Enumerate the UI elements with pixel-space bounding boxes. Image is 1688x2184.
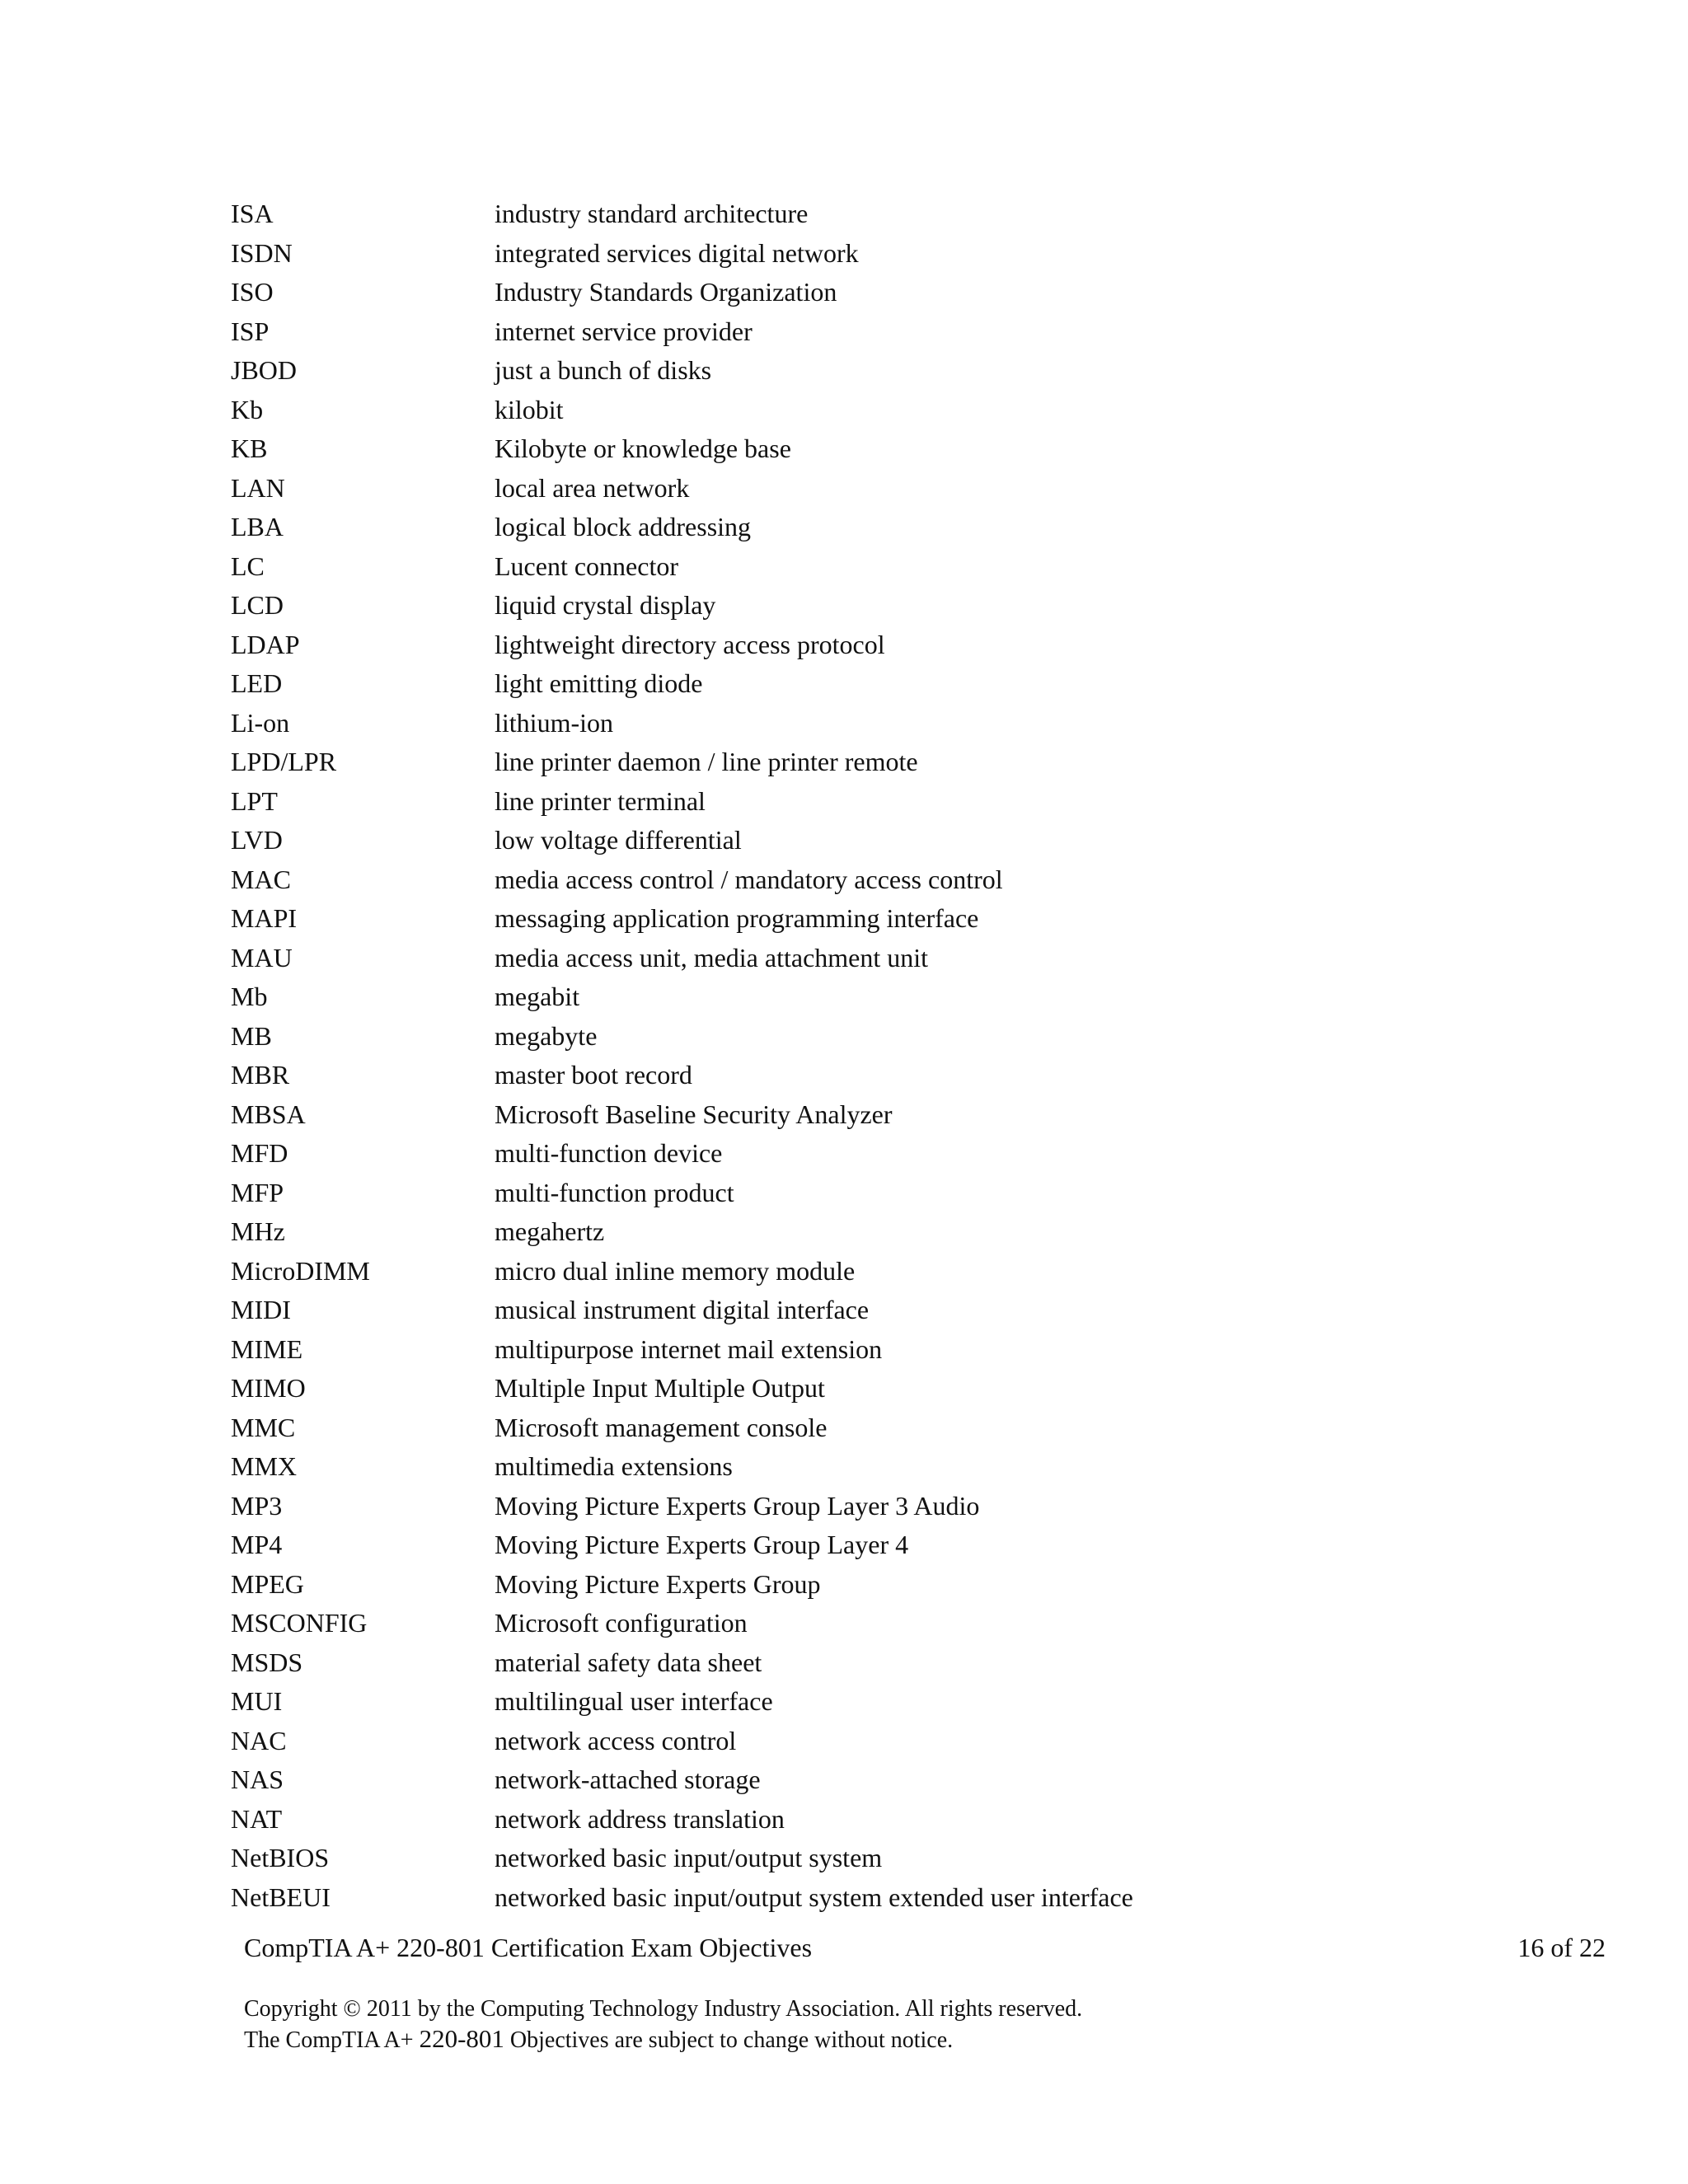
copyright-notice [244, 1994, 1480, 2055]
acronym-term: MPEG [231, 1568, 304, 1599]
acronym-definition: megahertz [495, 1216, 605, 1246]
acronym-term: LVD [231, 825, 283, 855]
acronym-row [231, 391, 1467, 430]
acronym-definition: network-attached storage [495, 1765, 761, 1794]
acronym-row [231, 351, 1467, 391]
acronym-term: NAC [231, 1725, 287, 1755]
change-notice-prefix: The CompTIA A+ [244, 2027, 420, 2053]
acronym-definition: light emitting diode [495, 668, 703, 698]
change-notice-line [244, 2024, 1480, 2055]
acronym-row [231, 1878, 1467, 1918]
acronym-row [231, 899, 1467, 939]
page-footer [244, 1927, 1606, 1968]
change-notice-suffix: Objectives are subject to change without notice. [504, 2027, 954, 2053]
acronym-row [231, 194, 1467, 234]
acronym-row [231, 1174, 1467, 1213]
acronym-term: ISA [231, 199, 274, 228]
acronym-term: LCD [231, 590, 284, 620]
acronym-row [231, 782, 1467, 822]
acronym-term: LDAP [231, 629, 300, 659]
acronym-term: ISP [231, 316, 270, 346]
acronym-term: MIDI [231, 1295, 291, 1324]
acronym-row [231, 1447, 1467, 1487]
acronym-definition: media access unit, media attachment unit [495, 942, 929, 972]
acronym-definition: integrated services digital network [495, 237, 859, 268]
acronym-term: MP4 [231, 1530, 283, 1559]
acronym-term: MMC [231, 1412, 296, 1442]
acronym-row [231, 1760, 1467, 1800]
acronym-definition: network address translation [495, 1803, 785, 1834]
acronym-row [231, 1408, 1467, 1448]
acronym-term: MB [231, 1020, 272, 1051]
acronym-row [231, 469, 1467, 509]
acronym-term: MSCONFIG [231, 1608, 368, 1638]
acronym-row [231, 939, 1467, 978]
acronym-term: MFD [231, 1138, 288, 1168]
acronym-term: MAPI [231, 903, 298, 933]
acronym-row [231, 1056, 1467, 1095]
acronym-definition: line printer daemon / line printer remote [495, 747, 918, 776]
acronym-definition: line printer terminal [495, 785, 706, 816]
acronym-definition: industry standard architecture [495, 199, 809, 228]
acronym-row [231, 508, 1467, 547]
acronym-term: MAC [231, 864, 291, 894]
acronym-row [231, 429, 1467, 469]
acronym-definition: liquid crystal display [495, 590, 716, 620]
acronym-definition: multipurpose internet mail extension [495, 1333, 883, 1364]
acronym-term: NAT [231, 1803, 283, 1834]
acronym-definition: micro dual inline memory module [495, 1255, 856, 1286]
acronym-row [231, 626, 1467, 665]
acronym-term: MBR [231, 1060, 290, 1090]
acronym-term: MBSA [231, 1099, 306, 1129]
acronym-definition: lithium-ion [495, 707, 613, 738]
acronym-row [231, 312, 1467, 352]
acronym-term: MMX [231, 1451, 298, 1481]
acronym-term: MIME [231, 1333, 303, 1364]
acronym-term: MP3 [231, 1490, 283, 1521]
acronym-definition: Kilobyte or knowledge base [495, 434, 791, 463]
footer-title: CompTIA A+ 220-801 Certification Exam Objectives [244, 1933, 813, 1962]
acronym-row [231, 1682, 1467, 1722]
acronym-row [231, 664, 1467, 704]
acronym-term: MUI [231, 1686, 283, 1716]
acronym-term: LAN [231, 472, 285, 503]
page-number: 16 of 22 [1517, 1933, 1606, 1962]
acronym-definition: Moving Picture Experts Group [495, 1568, 821, 1599]
acronym-row [231, 1252, 1467, 1291]
acronym-term: KB [231, 434, 268, 463]
acronym-row [231, 547, 1467, 587]
acronym-term: JBOD [231, 355, 298, 385]
acronym-term: MFP [231, 1177, 284, 1207]
acronym-term: MicroDIMM [231, 1255, 370, 1286]
acronym-definition: lightweight directory access protocol [495, 629, 885, 659]
acronym-term: LPT [231, 785, 278, 816]
acronym-row [231, 234, 1467, 274]
acronym-row [231, 1017, 1467, 1057]
acronym-term: MSDS [231, 1647, 303, 1677]
acronym-definition: Microsoft configuration [495, 1608, 748, 1638]
acronym-definition: megabyte [495, 1020, 598, 1051]
acronym-row [231, 1095, 1467, 1135]
acronym-term: MIMO [231, 1373, 306, 1403]
acronym-definition: networked basic input/output system [495, 1843, 883, 1872]
acronym-term: LPD/LPR [231, 747, 337, 776]
acronym-term: NetBEUI [231, 1882, 331, 1912]
acronym-definition: multilingual user interface [495, 1686, 773, 1716]
acronym-definition: Multiple Input Multiple Output [495, 1373, 825, 1403]
acronym-row [231, 273, 1467, 312]
acronym-row [231, 743, 1467, 782]
acronym-definition: Industry Standards Organization [495, 277, 837, 307]
acronym-row [231, 1212, 1467, 1252]
copyright-line: Copyright © 2011 by the Computing Technology Industry Association. All rights reserved. [244, 1996, 1083, 2022]
acronym-row [231, 1369, 1467, 1408]
acronym-definition: Microsoft management console [495, 1412, 828, 1442]
acronym-row [231, 1487, 1467, 1526]
acronym-definition: low voltage differential [495, 825, 742, 855]
acronym-row [231, 860, 1467, 900]
acronym-definition: megabit [495, 982, 580, 1011]
acronym-row [231, 586, 1467, 626]
acronym-term: Li-on [231, 707, 290, 738]
acronym-definition: multi-function product [495, 1177, 734, 1207]
acronym-definition: material safety data sheet [495, 1647, 762, 1677]
acronym-term: Kb [231, 394, 264, 424]
acronym-definition: Moving Picture Experts Group Layer 3 Audio [495, 1490, 980, 1521]
acronym-term: LED [231, 668, 283, 698]
acronym-definition: Lucent connector [495, 551, 678, 581]
acronym-term: NetBIOS [231, 1843, 330, 1872]
acronym-row [231, 1643, 1467, 1683]
acronym-row [231, 1526, 1467, 1565]
acronym-definition: networked basic input/output system extended user interface [495, 1882, 1133, 1912]
acronym-definition: just a bunch of disks [495, 355, 712, 385]
acronym-term: LBA [231, 512, 284, 541]
acronym-definition: internet service provider [495, 316, 753, 346]
acronym-definition: master boot record [495, 1060, 692, 1090]
acronym-row [231, 1291, 1467, 1330]
acronym-row [231, 1722, 1467, 1761]
acronym-definition: network access control [495, 1725, 737, 1755]
acronym-definition: Microsoft Baseline Security Analyzer [495, 1099, 893, 1129]
acronym-term: ISO [231, 277, 274, 307]
acronym-row [231, 704, 1467, 743]
acronym-term: ISDN [231, 237, 293, 268]
acronym-definition: media access control / mandatory access control [495, 864, 1003, 894]
acronym-row [231, 1800, 1467, 1840]
acronym-definition: local area network [495, 472, 690, 503]
acronym-definition: logical block addressing [495, 512, 752, 541]
acronym-row [231, 821, 1467, 860]
exam-code: 220-801 [419, 2024, 504, 2053]
acronym-row [231, 1604, 1467, 1643]
acronym-term: Mb [231, 982, 268, 1011]
acronym-list [231, 194, 1467, 1917]
acronym-row [231, 1839, 1467, 1878]
acronym-definition: musical instrument digital interface [495, 1295, 870, 1324]
acronym-term: LC [231, 551, 265, 581]
acronym-row [231, 1134, 1467, 1174]
acronym-row [231, 1330, 1467, 1370]
acronym-term: NAS [231, 1765, 284, 1794]
acronym-definition: multimedia extensions [495, 1451, 733, 1481]
acronym-definition: Moving Picture Experts Group Layer 4 [495, 1530, 909, 1559]
acronym-term: MHz [231, 1216, 285, 1246]
acronym-row [231, 1565, 1467, 1605]
acronym-definition: messaging application programming interface [495, 903, 979, 933]
acronym-term: MAU [231, 942, 293, 972]
acronym-definition: kilobit [495, 394, 564, 424]
acronym-definition: multi-function device [495, 1138, 723, 1168]
acronym-row [231, 977, 1467, 1017]
